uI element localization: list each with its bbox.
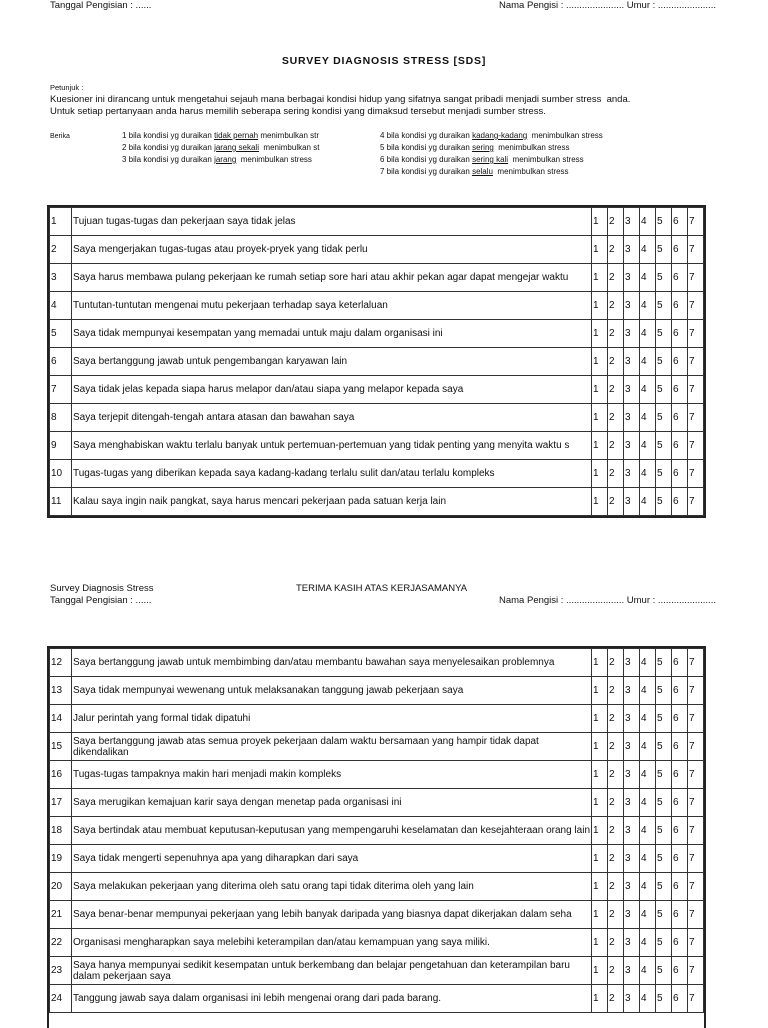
question-text: Saya melakukan pekerjaan yang diterima oleh satu orang tapi tidak diterima oleh yang lain <box>72 873 592 901</box>
rating-option-5[interactable]: 5 <box>656 292 672 320</box>
scale-item <box>380 155 584 164</box>
question-row <box>50 432 704 460</box>
rating-option-3[interactable]: 3 <box>624 761 640 789</box>
rating-option-1[interactable]: 1 <box>592 677 608 705</box>
rating-option-5[interactable]: 5 <box>656 901 672 929</box>
rating-option-5[interactable]: 5 <box>656 677 672 705</box>
question-row <box>50 957 704 985</box>
rating-option-7[interactable]: 7 <box>688 929 704 957</box>
question-text: Saya tidak mempunyai kesempatan yang memadai untuk maju dalam organisasi ini <box>72 320 592 348</box>
rating-option-5[interactable]: 5 <box>656 957 672 985</box>
rating-option-6[interactable]: 6 <box>672 985 688 1013</box>
scale-item-text: menimbulkan stress <box>508 155 584 164</box>
nama-umur-label: Nama Pengisi : ...................... Umur : ...................... <box>499 0 716 11</box>
question-row <box>50 292 704 320</box>
question-number: 24 <box>50 985 72 1013</box>
scale-item-frequency: jarang sekali <box>214 143 259 152</box>
rating-option-1[interactable]: 1 <box>592 460 608 488</box>
tanggal-pengisian-label-2: Tanggal Pengisian : ...... <box>50 595 152 606</box>
rating-option-5[interactable]: 5 <box>656 845 672 873</box>
rating-option-3[interactable]: 3 <box>624 845 640 873</box>
rating-option-1[interactable]: 1 <box>592 236 608 264</box>
question-row <box>50 901 704 929</box>
rating-option-7[interactable]: 7 <box>688 488 704 516</box>
question-row <box>50 761 704 789</box>
scale-item-text: menimbulkan stress <box>236 155 312 164</box>
question-table-2 <box>47 646 706 1028</box>
rating-option-2[interactable]: 2 <box>608 208 624 236</box>
rating-option-7[interactable]: 7 <box>688 705 704 733</box>
rating-option-5[interactable]: 5 <box>656 320 672 348</box>
rating-option-6[interactable]: 6 <box>672 845 688 873</box>
rating-option-4[interactable]: 4 <box>640 649 656 677</box>
scale-label: Berika <box>50 133 70 140</box>
rating-option-2[interactable]: 2 <box>608 404 624 432</box>
rating-option-2[interactable]: 2 <box>608 348 624 376</box>
question-text: Saya harus membawa pulang pekerjaan ke rumah setiap sore hari atau akhir pekan agar dapat mengejar waktu <box>72 264 592 292</box>
question-row <box>50 789 704 817</box>
rating-option-3[interactable]: 3 <box>624 677 640 705</box>
scale-item-text: menimbulkan st <box>258 143 320 152</box>
rating-option-5[interactable]: 5 <box>656 236 672 264</box>
rating-option-3[interactable]: 3 <box>624 817 640 845</box>
rating-option-3[interactable]: 3 <box>624 929 640 957</box>
scale-item <box>122 155 312 164</box>
rating-option-3[interactable]: 3 <box>624 432 640 460</box>
question-text: Tugas-tugas tampaknya makin hari menjadi makin kompleks <box>72 761 592 789</box>
question-row <box>50 845 704 873</box>
question-table-1 <box>47 205 706 518</box>
question-row <box>50 929 704 957</box>
rating-option-4[interactable]: 4 <box>640 292 656 320</box>
scale-item-frequency: jarang <box>214 155 237 164</box>
rating-option-5[interactable]: 5 <box>656 705 672 733</box>
rating-option-3[interactable]: 3 <box>624 705 640 733</box>
rating-option-7[interactable]: 7 <box>688 236 704 264</box>
scale-item <box>380 131 603 140</box>
rating-option-6[interactable]: 6 <box>672 649 688 677</box>
rating-option-2[interactable]: 2 <box>608 292 624 320</box>
scale-item <box>122 131 319 140</box>
rating-option-6[interactable]: 6 <box>672 320 688 348</box>
rating-option-5[interactable]: 5 <box>656 649 672 677</box>
scale-item-text: 4 bila kondisi yg duraikan <box>380 131 473 140</box>
rating-option-4[interactable]: 4 <box>640 432 656 460</box>
rating-option-1[interactable]: 1 <box>592 432 608 460</box>
scale-item <box>380 143 569 152</box>
rating-option-6[interactable]: 6 <box>672 733 688 761</box>
rating-option-5[interactable]: 5 <box>656 348 672 376</box>
rating-option-6[interactable]: 6 <box>672 236 688 264</box>
tanggal-pengisian-label: Tanggal Pengisian : ...... <box>50 0 152 11</box>
question-row <box>50 677 704 705</box>
rating-option-6[interactable]: 6 <box>672 929 688 957</box>
rating-option-2[interactable]: 2 <box>608 873 624 901</box>
question-row <box>50 985 704 1013</box>
rating-option-3[interactable]: 3 <box>624 264 640 292</box>
rating-option-7[interactable]: 7 <box>688 376 704 404</box>
scale-item-text: 7 bila kondisi yg duraikan <box>380 167 473 176</box>
rating-option-6[interactable]: 6 <box>672 817 688 845</box>
scale-item-text: menimbulkan stress <box>527 131 603 140</box>
rating-option-4[interactable]: 4 <box>640 761 656 789</box>
rating-option-1[interactable]: 1 <box>592 348 608 376</box>
question-row <box>50 873 704 901</box>
question-row <box>50 376 704 404</box>
rating-option-5[interactable]: 5 <box>656 733 672 761</box>
rating-option-5[interactable]: 5 <box>656 488 672 516</box>
question-text: Saya merugikan kemajuan karir saya dengan menetap pada organisasi ini <box>72 789 592 817</box>
question-number: 4 <box>50 292 72 320</box>
question-number: 5 <box>50 320 72 348</box>
question-number: 9 <box>50 432 72 460</box>
rating-option-5[interactable]: 5 <box>656 985 672 1013</box>
question-number: 17 <box>50 789 72 817</box>
question-text: Saya bertindak atau membuat keputusan-keputusan yang mempengaruhi keselamatan dan kesejahteraan orang lain <box>72 817 592 845</box>
rating-option-3[interactable]: 3 <box>624 404 640 432</box>
rating-option-4[interactable]: 4 <box>640 817 656 845</box>
rating-option-4[interactable]: 4 <box>640 705 656 733</box>
question-row <box>50 208 704 236</box>
rating-option-2[interactable]: 2 <box>608 957 624 985</box>
scale-item-frequency: tidak pernah <box>214 131 259 140</box>
rating-option-6[interactable]: 6 <box>672 404 688 432</box>
rating-option-2[interactable]: 2 <box>608 705 624 733</box>
rating-option-2[interactable]: 2 <box>608 320 624 348</box>
question-row <box>50 488 704 516</box>
rating-option-5[interactable]: 5 <box>656 817 672 845</box>
question-text: Tuntutan-tuntutan mengenai mutu pekerjaan terhadap saya keterlaluan <box>72 292 592 320</box>
rating-option-4[interactable]: 4 <box>640 376 656 404</box>
rating-option-1[interactable]: 1 <box>592 292 608 320</box>
rating-option-3[interactable]: 3 <box>624 488 640 516</box>
question-text: Saya menghabiskan waktu terlalu banyak untuk pertemuan-pertemuan yang tidak penting yang menyita waktu s <box>72 432 592 460</box>
question-number: 14 <box>50 705 72 733</box>
question-row <box>50 705 704 733</box>
rating-option-3[interactable]: 3 <box>624 873 640 901</box>
rating-option-6[interactable]: 6 <box>672 789 688 817</box>
rating-option-5[interactable]: 5 <box>656 929 672 957</box>
rating-option-2[interactable]: 2 <box>608 901 624 929</box>
nama-umur-label-2: Nama Pengisi : ...................... Umur : ...................... <box>499 595 716 606</box>
rating-option-3[interactable]: 3 <box>624 376 640 404</box>
rating-option-4[interactable]: 4 <box>640 929 656 957</box>
rating-option-1[interactable]: 1 <box>592 789 608 817</box>
rating-option-7[interactable]: 7 <box>688 320 704 348</box>
question-row <box>50 817 704 845</box>
scale-item <box>380 167 569 176</box>
rating-option-6[interactable]: 6 <box>672 292 688 320</box>
rating-option-6[interactable]: 6 <box>672 873 688 901</box>
rating-option-7[interactable]: 7 <box>688 985 704 1013</box>
rating-option-1[interactable]: 1 <box>592 404 608 432</box>
rating-option-2[interactable]: 2 <box>608 817 624 845</box>
question-text: Saya bertanggung jawab atas semua proyek pekerjaan dalam waktu bersamaan yang hampir tidak dapat dikendalikan <box>72 733 592 761</box>
rating-option-2[interactable]: 2 <box>608 460 624 488</box>
rating-option-7[interactable]: 7 <box>688 404 704 432</box>
rating-option-1[interactable]: 1 <box>592 264 608 292</box>
rating-option-1[interactable]: 1 <box>592 733 608 761</box>
rating-option-3[interactable]: 3 <box>624 348 640 376</box>
question-number: 19 <box>50 845 72 873</box>
rating-option-2[interactable]: 2 <box>608 985 624 1013</box>
rating-option-1[interactable]: 1 <box>592 761 608 789</box>
rating-option-3[interactable]: 3 <box>624 649 640 677</box>
rating-option-7[interactable]: 7 <box>688 901 704 929</box>
question-row <box>50 264 704 292</box>
rating-option-3[interactable]: 3 <box>624 733 640 761</box>
question-row <box>50 649 704 677</box>
question-text: Tujuan tugas-tugas dan pekerjaan saya tidak jelas <box>72 208 592 236</box>
scale-item-text: menimbulkan stress <box>492 167 569 176</box>
rating-option-4[interactable]: 4 <box>640 264 656 292</box>
rating-option-6[interactable]: 6 <box>672 761 688 789</box>
scale-item-text: 3 bila kondisi yg duraikan <box>122 155 215 164</box>
rating-option-2[interactable]: 2 <box>608 376 624 404</box>
question-row <box>50 236 704 264</box>
rating-option-7[interactable]: 7 <box>688 348 704 376</box>
question-text: Saya benar-benar mempunyai pekerjaan yang lebih banyak daripada yang biasnya dapat dikerjakan dalam seha <box>72 901 592 929</box>
rating-option-1[interactable]: 1 <box>592 985 608 1013</box>
rating-option-5[interactable]: 5 <box>656 460 672 488</box>
rating-option-7[interactable]: 7 <box>688 761 704 789</box>
scale-item-text: menimbulkan stress <box>493 143 570 152</box>
rating-option-4[interactable]: 4 <box>640 488 656 516</box>
question-number: 16 <box>50 761 72 789</box>
rating-option-3[interactable]: 3 <box>624 292 640 320</box>
rating-option-2[interactable]: 2 <box>608 789 624 817</box>
question-text: Tanggung jawab saya dalam organisasi ini lebih mengenai orang dari pada barang. <box>72 985 592 1013</box>
question-row <box>50 320 704 348</box>
scale-item-frequency: sering <box>472 143 494 152</box>
question-text: Saya bertanggung jawab untuk pengembangan karyawan lain <box>72 348 592 376</box>
question-text: Saya mengerjakan tugas-tugas atau proyek-pryek yang tidak perlu <box>72 236 592 264</box>
rating-option-3[interactable]: 3 <box>624 901 640 929</box>
rating-option-4[interactable]: 4 <box>640 677 656 705</box>
question-number: 12 <box>50 649 72 677</box>
scale-item-frequency: sering kali <box>472 155 509 164</box>
instruction-line-2: Untuk setiap pertanyaan anda harus memilih seberapa sering kondisi yang dimaksud tersebut menjadi sumber stress. <box>50 106 546 117</box>
rating-option-7[interactable]: 7 <box>688 817 704 845</box>
question-row <box>50 348 704 376</box>
rating-option-3[interactable]: 3 <box>624 236 640 264</box>
rating-option-4[interactable]: 4 <box>640 789 656 817</box>
question-text: Saya hanya mempunyai sedikit kesempatan untuk berkembang dan belajar pengetahuan dan keterampilan baru dalam pekerjaan saya <box>72 957 592 985</box>
rating-option-1[interactable]: 1 <box>592 817 608 845</box>
rating-option-2[interactable]: 2 <box>608 649 624 677</box>
rating-option-5[interactable]: 5 <box>656 432 672 460</box>
question-text: Organisasi mengharapkan saya melebihi keterampilan dan/atau kemampuan yang saya miliki. <box>72 929 592 957</box>
question-row <box>50 460 704 488</box>
scale-item-text: 5 bila kondisi yg duraikan <box>380 143 473 152</box>
rating-option-3[interactable]: 3 <box>624 460 640 488</box>
rating-option-2[interactable]: 2 <box>608 432 624 460</box>
rating-option-6[interactable]: 6 <box>672 677 688 705</box>
rating-option-1[interactable]: 1 <box>592 929 608 957</box>
question-row <box>50 733 704 761</box>
rating-option-5[interactable]: 5 <box>656 761 672 789</box>
rating-option-3[interactable]: 3 <box>624 957 640 985</box>
rating-option-7[interactable]: 7 <box>688 649 704 677</box>
rating-option-1[interactable]: 1 <box>592 705 608 733</box>
question-number: 23 <box>50 957 72 985</box>
rating-option-3[interactable]: 3 <box>624 789 640 817</box>
rating-option-7[interactable]: 7 <box>688 432 704 460</box>
question-text: Saya bertanggung jawab untuk membimbing dan/atau membantu bawahan saya menyelesaikan problemnya <box>72 649 592 677</box>
instruction-line-1: Kuesioner ini dirancang untuk mengetahui sejauh mana berbagai kondisi hidup yang sifatnya sangat pribadi menjadi sumber stress anda. <box>50 94 631 105</box>
rating-option-4[interactable]: 4 <box>640 208 656 236</box>
question-text: Saya tidak jelas kepada siapa harus melapor dan/atau siapa yang melapor kepada saya <box>72 376 592 404</box>
rating-option-5[interactable]: 5 <box>656 789 672 817</box>
question-number: 15 <box>50 733 72 761</box>
rating-option-2[interactable]: 2 <box>608 761 624 789</box>
rating-option-4[interactable]: 4 <box>640 404 656 432</box>
question-text: Saya tidak mengerti sepenuhnya apa yang diharapkan dari saya <box>72 845 592 873</box>
rating-option-4[interactable]: 4 <box>640 320 656 348</box>
rating-option-1[interactable]: 1 <box>592 376 608 404</box>
rating-option-2[interactable]: 2 <box>608 264 624 292</box>
rating-option-6[interactable]: 6 <box>672 488 688 516</box>
footer-survey-name: Survey Diagnosis Stress <box>50 583 154 594</box>
rating-option-7[interactable]: 7 <box>688 208 704 236</box>
question-number: 11 <box>50 488 72 516</box>
rating-option-1[interactable]: 1 <box>592 208 608 236</box>
scale-item-text: 6 bila kondisi yg duraikan <box>380 155 473 164</box>
question-text: Saya tidak mempunyai wewenang untuk melaksanakan tanggung jawab pekerjaan saya <box>72 677 592 705</box>
rating-option-7[interactable]: 7 <box>688 873 704 901</box>
rating-option-5[interactable]: 5 <box>656 404 672 432</box>
rating-option-7[interactable]: 7 <box>688 789 704 817</box>
question-text: Kalau saya ingin naik pangkat, saya harus mencari pekerjaan pada satuan kerja lain <box>72 488 592 516</box>
rating-option-3[interactable]: 3 <box>624 208 640 236</box>
scale-item-frequency: kadang-kadang <box>472 131 528 140</box>
rating-option-2[interactable]: 2 <box>608 733 624 761</box>
question-number: 3 <box>50 264 72 292</box>
rating-option-4[interactable]: 4 <box>640 957 656 985</box>
rating-option-1[interactable]: 1 <box>592 901 608 929</box>
question-number: 20 <box>50 873 72 901</box>
question-text: Saya terjepit ditengah-tengah antara atasan dan bawahan saya <box>72 404 592 432</box>
rating-option-6[interactable]: 6 <box>672 957 688 985</box>
rating-option-2[interactable]: 2 <box>608 929 624 957</box>
question-row <box>50 404 704 432</box>
question-number: 1 <box>50 208 72 236</box>
rating-option-5[interactable]: 5 <box>656 873 672 901</box>
rating-option-4[interactable]: 4 <box>640 460 656 488</box>
scale-item-frequency: selalu <box>472 167 493 176</box>
rating-option-6[interactable]: 6 <box>672 264 688 292</box>
footer-thank-you: TERIMA KASIH ATAS KERJASAMANYA <box>296 583 468 594</box>
rating-option-7[interactable]: 7 <box>688 957 704 985</box>
rating-option-4[interactable]: 4 <box>640 845 656 873</box>
rating-option-1[interactable]: 1 <box>592 320 608 348</box>
rating-option-7[interactable]: 7 <box>688 460 704 488</box>
rating-option-7[interactable]: 7 <box>688 845 704 873</box>
question-number: 8 <box>50 404 72 432</box>
question-text: Tugas-tugas yang diberikan kepada saya kadang-kadang terlalu sulit dan/atau terlalu kompleks <box>72 460 592 488</box>
rating-option-2[interactable]: 2 <box>608 677 624 705</box>
scale-item <box>122 143 319 152</box>
rating-option-4[interactable]: 4 <box>640 873 656 901</box>
rating-option-6[interactable]: 6 <box>672 432 688 460</box>
rating-option-1[interactable]: 1 <box>592 488 608 516</box>
rating-option-7[interactable]: 7 <box>688 733 704 761</box>
question-number: 2 <box>50 236 72 264</box>
rating-option-3[interactable]: 3 <box>624 985 640 1013</box>
rating-option-2[interactable]: 2 <box>608 845 624 873</box>
question-number: 6 <box>50 348 72 376</box>
rating-option-5[interactable]: 5 <box>656 376 672 404</box>
question-number: 7 <box>50 376 72 404</box>
rating-option-2[interactable]: 2 <box>608 236 624 264</box>
question-number: 21 <box>50 901 72 929</box>
rating-option-4[interactable]: 4 <box>640 901 656 929</box>
rating-option-3[interactable]: 3 <box>624 320 640 348</box>
rating-option-2[interactable]: 2 <box>608 488 624 516</box>
rating-option-6[interactable]: 6 <box>672 460 688 488</box>
petunjuk-label: Petunjuk : <box>50 83 84 92</box>
rating-option-4[interactable]: 4 <box>640 985 656 1013</box>
rating-option-6[interactable]: 6 <box>672 348 688 376</box>
page-title: SURVEY DIAGNOSIS STRESS [SDS] <box>281 55 487 67</box>
rating-option-1[interactable]: 1 <box>592 649 608 677</box>
question-number: 10 <box>50 460 72 488</box>
scale-item-text: 1 bila kondisi yg duraikan <box>122 131 215 140</box>
rating-option-1[interactable]: 1 <box>592 845 608 873</box>
rating-option-5[interactable]: 5 <box>656 208 672 236</box>
question-number: 22 <box>50 929 72 957</box>
rating-option-6[interactable]: 6 <box>672 901 688 929</box>
rating-option-5[interactable]: 5 <box>656 264 672 292</box>
rating-option-6[interactable]: 6 <box>672 705 688 733</box>
rating-option-4[interactable]: 4 <box>640 348 656 376</box>
rating-option-1[interactable]: 1 <box>592 873 608 901</box>
rating-option-4[interactable]: 4 <box>640 733 656 761</box>
question-text: Jalur perintah yang formal tidak dipatuhi <box>72 705 592 733</box>
rating-option-6[interactable]: 6 <box>672 376 688 404</box>
scale-item-text: 2 bila kondisi yg duraikan <box>122 143 215 152</box>
rating-option-4[interactable]: 4 <box>640 236 656 264</box>
rating-option-7[interactable]: 7 <box>688 264 704 292</box>
rating-option-1[interactable]: 1 <box>592 957 608 985</box>
rating-option-7[interactable]: 7 <box>688 292 704 320</box>
scale-item-text: menimbulkan str <box>258 131 320 140</box>
rating-option-7[interactable]: 7 <box>688 677 704 705</box>
rating-option-6[interactable]: 6 <box>672 208 688 236</box>
question-number: 13 <box>50 677 72 705</box>
question-number: 18 <box>50 817 72 845</box>
